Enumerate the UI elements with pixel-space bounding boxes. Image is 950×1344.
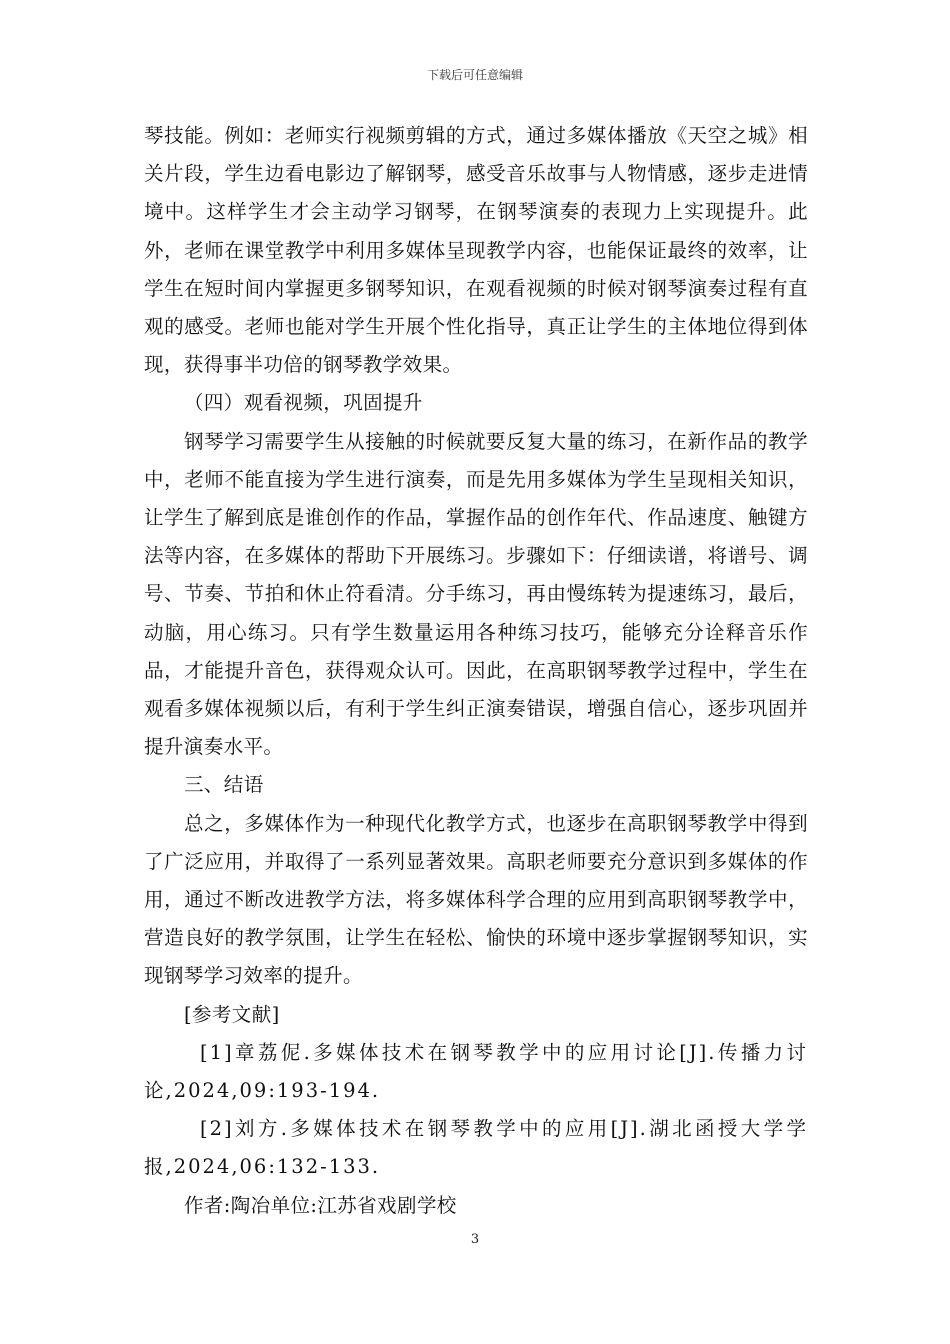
paragraph-continuation: 琴技能。例如：老师实行视频剪辑的方式，通过多媒体播放《天空之城》相关片段，学生边看电影边了解钢琴，感受音乐故事与人物情感，逐步走进情境中。这样学生才会主动学习钢琴，在钢琴演奏的表现力上实现提升。此外，老师在课堂教学中利用多媒体呈现教学内容，也能保证最终的效率，让学生在短时间内掌握更多钢琴知识，在观看视频的时候对钢琴演奏过程有直观的感受。老师也能对学生开展个性化指导，真正让学生的主体地位得到体现，获得事半功倍的钢琴教学效果。 — [144, 124, 808, 377]
section-heading-conclusion: 三、结语 — [184, 773, 264, 797]
page-number: 3 — [470, 1232, 480, 1247]
paragraph-practice: 钢琴学习需要学生从接触的时候就要反复大量的练习，在新作品的教学中，老师不能直接为学生进行演奏，而是先用多媒体为学生呈现相关知识，让学生了解到底是谁创作的作品，掌握作品的创作年代、作品速度、触键方法等内容，在多媒体的帮助下开展练习。步骤如下：仔细读谱，将谱号、调号、节奏、节拍和休止符看清。分手练习，再由慢练转为提速练习，最后，动脑，用心练习。只有学生数量运用各种练习技巧，能够充分诠释音乐作品，才能提升音色，获得观众认可。因此，在高职钢琴教学过程中，学生在观看多媒体视频以后，有利于学生纠正演奏错误，增强自信心，逐步巩固并提升演奏水平。 — [144, 429, 808, 759]
page-header: 下载后可任意编辑 — [426, 68, 523, 82]
paragraph-conclusion: 总之，多媒体作为一种现代化教学方式，也逐步在高职钢琴教学中得到了广泛应用，并取得了一系列显著效果。高职老师要充分意识到多媒体的作用，通过不断改进教学方法，将多媒体科学合理的应用到高职钢琴教学中，营造良好的教学氛围，让学生在轻松、愉快的环境中逐步掌握钢琴知识，实现钢琴学习效率的提升。 — [144, 811, 808, 988]
references-heading: [参考文献] — [184, 1002, 280, 1026]
section-heading-4: （四）观看视频，巩固提升 — [184, 391, 423, 415]
reference-item: [1]章荔伲.多媒体技术在钢琴教学中的应用讨论[J].传播力讨论,2024,09:193-194. — [144, 1040, 808, 1103]
reference-item: [2]刘方.多媒体技术在钢琴教学中的应用[J].湖北函授大学学报,2024,06:132-133. — [144, 1117, 808, 1179]
author-line: 作者:陶冶单位:江苏省戏剧学校 — [184, 1193, 457, 1217]
document-body — [144, 117, 808, 1225]
